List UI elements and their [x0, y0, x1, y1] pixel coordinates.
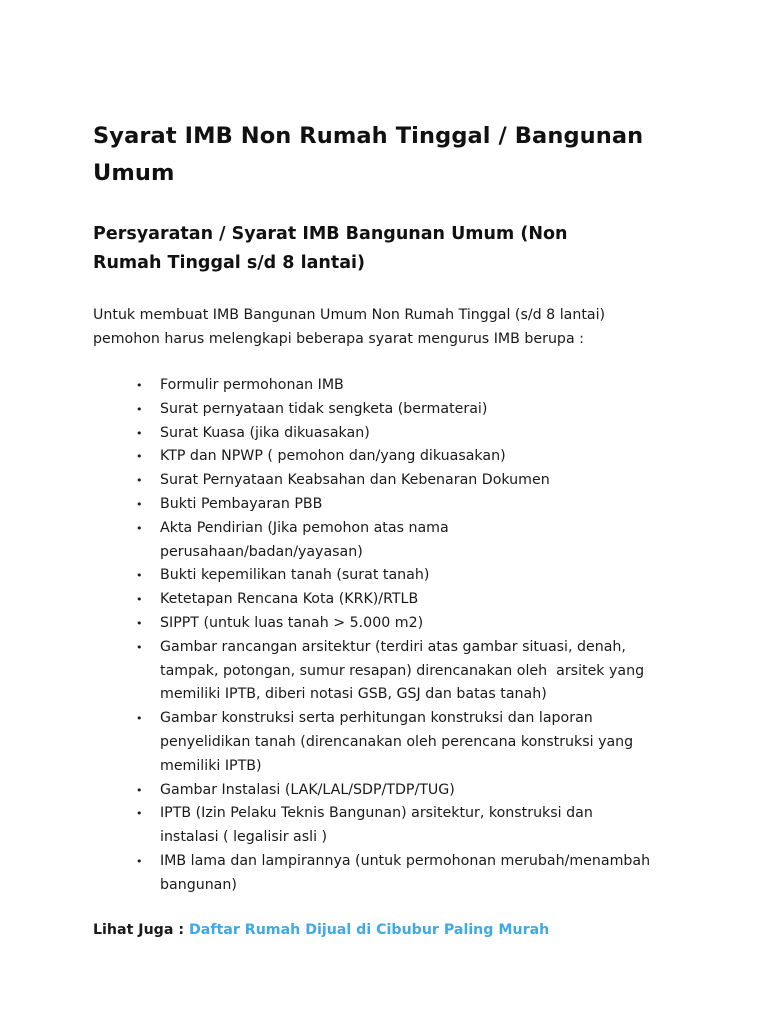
list-item-text: KTP dan NPWP ( pemohon dan/yang dikuasakan)	[160, 448, 506, 465]
list-item	[93, 636, 693, 707]
list-item	[93, 493, 693, 517]
bullet-icon: •	[136, 569, 143, 583]
list-item-text: Surat Kuasa (jika dikuasakan)	[160, 424, 370, 441]
bullet-icon: •	[136, 854, 143, 868]
list-item	[93, 374, 693, 398]
list-item-text: IPTB (Izin Pelaku Teknis Bangunan) arsitektur, konstruksi dan instalasi ( legalisir asli )	[160, 805, 593, 846]
bullet-icon: •	[136, 712, 143, 726]
section-heading-line-1: Persyaratan / Syarat IMB Bangunan Umum (Non	[93, 224, 568, 244]
list-item-text: Gambar konstruksi serta perhitungan konstruksi dan laporan penyelidikan tanah (direncanakan oleh perencana konstruksi yang memiliki IPTB)	[160, 710, 634, 774]
list-item-text: IMB lama dan lampirannya (untuk permohonan merubah/menambah bangunan)	[160, 852, 651, 893]
list-item	[93, 612, 693, 636]
bullet-icon: •	[136, 783, 143, 797]
list-item	[93, 779, 693, 803]
list-item-text: Bukti kepemilikan tanah (surat tanah)	[160, 567, 430, 584]
bullet-icon: •	[136, 402, 143, 416]
list-item	[93, 802, 693, 850]
bullet-icon: •	[136, 426, 143, 440]
intro-line-1: Untuk membuat IMB Bangunan Umum Non Rumah Tinggal (s/d 8 lantai)	[93, 307, 606, 323]
list-item	[93, 398, 693, 422]
list-item-text: Formulir permohonan IMB	[160, 377, 344, 393]
list-item-text: Gambar rancangan arsitektur (terdiri atas gambar situasi, denah, tampak, potongan, sumur resapan) direncanakan oleh arsitek yang memiliki IPTB, diberi notasi GSB, GSJ dan batas tanah)	[160, 638, 645, 703]
intro-paragraph	[93, 303, 693, 351]
list-item	[93, 588, 693, 612]
list-item	[93, 707, 693, 778]
list-item-text: Surat pernyataan tidak sengketa (bermaterai)	[160, 400, 488, 417]
bullet-icon: •	[136, 807, 143, 821]
see-also-label: Lihat Juga :	[93, 921, 189, 938]
section-heading-line-2: Rumah Tinggal s/d 8 lantai)	[93, 253, 366, 273]
see-also-link[interactable]: Daftar Rumah Dijual di Cibubur Paling Murah	[188, 921, 550, 938]
list-item-text: Akta Pendirian (Jika pemohon atas nama perusahaan/badan/yayasan)	[160, 519, 449, 560]
article	[93, 118, 693, 942]
page-title-line-2: Umum	[93, 160, 175, 186]
intro-line-2: pemohon harus melengkapi beberapa syarat mengurus IMB berupa :	[93, 331, 584, 347]
bullet-icon: •	[136, 474, 143, 488]
list-item-text: Ketetapan Rencana Kota (KRK)/RTLB	[160, 591, 419, 608]
requirements-list	[93, 374, 693, 898]
list-item	[93, 517, 693, 565]
section-heading	[93, 220, 693, 278]
bullet-icon: •	[136, 616, 143, 630]
page-title-line-1: Syarat IMB Non Rumah Tinggal / Bangunan	[93, 123, 644, 149]
page-title	[93, 118, 693, 192]
bullet-icon: •	[136, 379, 143, 392]
list-item	[93, 469, 693, 493]
bullet-icon: •	[136, 521, 143, 535]
bullet-icon: •	[136, 497, 143, 511]
list-item	[93, 564, 693, 588]
list-item	[93, 445, 693, 469]
list-item	[93, 850, 693, 898]
list-item-text: SIPPT (untuk luas tanah > 5.000 m2)	[160, 614, 424, 631]
list-item-text: Gambar Instalasi (LAK/LAL/SDP/TDP/TUG)	[160, 781, 455, 798]
list-item-text: Surat Pernyataan Keabsahan dan Kebenaran Dokumen	[160, 472, 550, 489]
see-also	[93, 918, 693, 942]
bullet-icon: •	[136, 640, 143, 654]
list-item	[93, 422, 693, 446]
bullet-icon: •	[136, 593, 143, 607]
bullet-icon: •	[136, 450, 143, 464]
list-item-text: Bukti Pembayaran PBB	[160, 495, 323, 512]
